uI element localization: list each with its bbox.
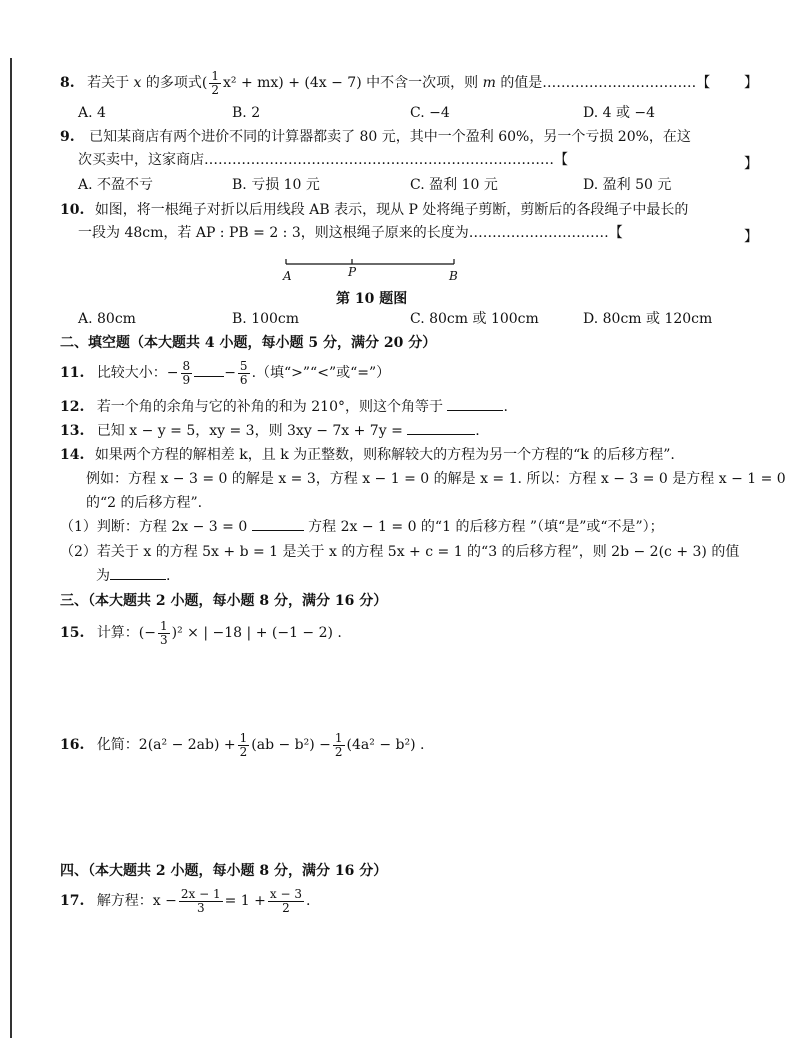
question-10-line-2: 一段为 48cm，若 AP : PB = 2 : 3，则这根绳子原来的长度为…………………………【	[78, 225, 623, 241]
question-text: 已知 x − y = 5，xy = 3，则 3xy − 7x + 7y =	[96, 423, 403, 439]
figure-caption: 第 10 题图	[336, 291, 408, 307]
fraction: $\frac{2x - 1}{3}$	[180, 887, 221, 915]
question-12: 12. 若一个角的余角与它的补角的和为 210°，则这个角等于 .	[60, 399, 508, 415]
answer-bracket-close: 】	[744, 229, 758, 245]
question-text: (ab − b²) −	[251, 737, 331, 754]
label-a: A	[283, 269, 292, 283]
question-number: 9.	[60, 129, 75, 145]
option-c: C. 盈利 10 元	[410, 177, 498, 193]
question-11: 11. 比较大小：− $\frac{8}{9}$ − $\frac{5}{6}$ .（填“>”“<”或“=”）	[60, 359, 391, 387]
question-text: 若关于	[87, 75, 130, 92]
question-text: .（填“>”“<”或“=”）	[251, 365, 391, 382]
question-text: 的多项式(	[145, 75, 208, 92]
question-number: 8.	[60, 75, 75, 92]
answer-blank[interactable]	[194, 376, 224, 377]
label-p: P	[348, 265, 357, 279]
segment-figure	[280, 258, 470, 284]
question-16	[60, 732, 424, 758]
question-17	[60, 888, 310, 914]
option-a: A. 4	[78, 105, 106, 121]
question-10	[60, 203, 688, 217]
fraction: $\frac{8}{9}$	[182, 359, 191, 387]
question-14-example: 例如：方程 x − 3 = 0 的解是 x = 3，方程 x − 1 = 0 的解是 x = 1. 所以：方程 x − 3 = 0 是方程 x − 1 = 0	[86, 471, 786, 487]
question-14-part-2-answer: 为 .	[96, 568, 171, 584]
variable: x	[133, 75, 142, 92]
question-15	[60, 620, 342, 646]
question-number: 16.	[60, 737, 85, 754]
question-text: 已知某商店有两个进价不同的计算器都卖了 80 元，其中一个盈利 60%，另一个亏损 20%，在这	[89, 129, 691, 145]
question-9-line-2: 次买卖中，这家商店…………………………………………………………………【	[78, 152, 568, 168]
fraction: $\frac{1}{2}$	[211, 69, 219, 97]
variable: m	[482, 75, 496, 92]
answer-bracket-close: 】	[744, 156, 758, 172]
question-text: 如图，将一根绳子对折以后用线段 AB 表示，现从 P 处将绳子剪断，剪断后的各段绳子中最长的	[94, 202, 689, 218]
option-a: A. 不盈不亏	[78, 177, 154, 193]
question-14-part-1: （1）判断：方程 2x − 3 = 0 方程 2x − 1 = 0 的“1 的后移方程 ”（填“是”或“不是”）；	[60, 519, 664, 535]
answer-blank[interactable]	[252, 530, 304, 531]
question-number: 15.	[60, 625, 85, 642]
question-text: )² × | −18 | + (−1 − 2) .	[171, 625, 342, 642]
section-heading: 二、填空题（本大题共 4 小题，每小题 5 分，满分 20 分）	[60, 335, 437, 351]
option-b: B. 100cm	[232, 311, 300, 327]
question-text: (4a² − b²) .	[346, 737, 425, 754]
section-heading: 四、（本大题共 2 小题，每小题 8 分，满分 16 分）	[60, 863, 388, 879]
question-text: 比较大小：−	[96, 365, 179, 382]
fraction: $\frac{1}{2}$	[334, 731, 343, 759]
fraction: $\frac{5}{6}$	[239, 359, 248, 387]
option-d: D. 盈利 50 元	[583, 177, 672, 193]
fraction: $\frac{x - 3}{2}$	[269, 887, 302, 915]
question-number: 13.	[60, 423, 85, 439]
option-a: A. 80cm	[78, 311, 136, 327]
option-b: B. 2	[232, 105, 261, 121]
question-text: 解方程：x −	[96, 893, 177, 910]
fraction: $\frac{1}{2}$	[239, 731, 248, 759]
question-number: 10.	[60, 202, 85, 218]
question-text: .	[306, 893, 311, 910]
question-8	[60, 70, 710, 96]
option-c: C. −4	[410, 105, 450, 121]
question-number: 12.	[60, 399, 85, 415]
question-text: 计算：(−	[96, 625, 157, 642]
option-c: C. 80cm 或 100cm	[410, 311, 539, 327]
label-b: B	[449, 269, 458, 283]
option-b: B. 亏损 10 元	[232, 177, 320, 193]
question-14-part-2: （2）若关于 x 的方程 5x + b = 1 是关于 x 的方程 5x + c = 1 的“3 的后移方程”，则 2b − 2(c + 3) 的值	[60, 544, 740, 560]
question-text: 的值是……………………………【	[500, 75, 711, 92]
answer-blank[interactable]	[110, 579, 166, 580]
answer-bracket-close: 】	[744, 75, 758, 91]
question-text: 化简：2(a² − 2ab) +	[96, 737, 236, 754]
question-14	[60, 448, 675, 462]
question-number: 17.	[60, 893, 85, 910]
question-14-example-end: 的“2 的后移方程”.	[86, 495, 203, 511]
fraction: $\frac{1}{3}$	[160, 619, 168, 647]
question-text: 如果两个方程的解相差 k，且 k 为正整数，则称解较大的方程为另一个方程的“k 的后移方程”.	[94, 447, 675, 463]
question-text: x² + mx) + (4x − 7) 中不含一次项，则	[223, 75, 479, 92]
answer-blank[interactable]	[447, 410, 503, 411]
question-text: 若一个角的余角与它的补角的和为 210°，则这个角等于	[96, 399, 443, 415]
section-heading: 三、（本大题共 2 小题，每小题 8 分，满分 16 分）	[60, 593, 388, 609]
page-left-rule	[10, 58, 12, 1038]
question-13: 13. 已知 x − y = 5，xy = 3，则 3xy − 7x + 7y = .	[60, 423, 480, 439]
answer-blank[interactable]	[407, 434, 475, 435]
question-number: 14.	[60, 447, 85, 463]
option-d: D. 4 或 −4	[583, 105, 656, 121]
question-text: = 1 +	[224, 893, 266, 910]
question-9	[60, 130, 691, 144]
question-number: 11.	[60, 365, 85, 382]
option-d: D. 80cm 或 120cm	[583, 311, 713, 327]
